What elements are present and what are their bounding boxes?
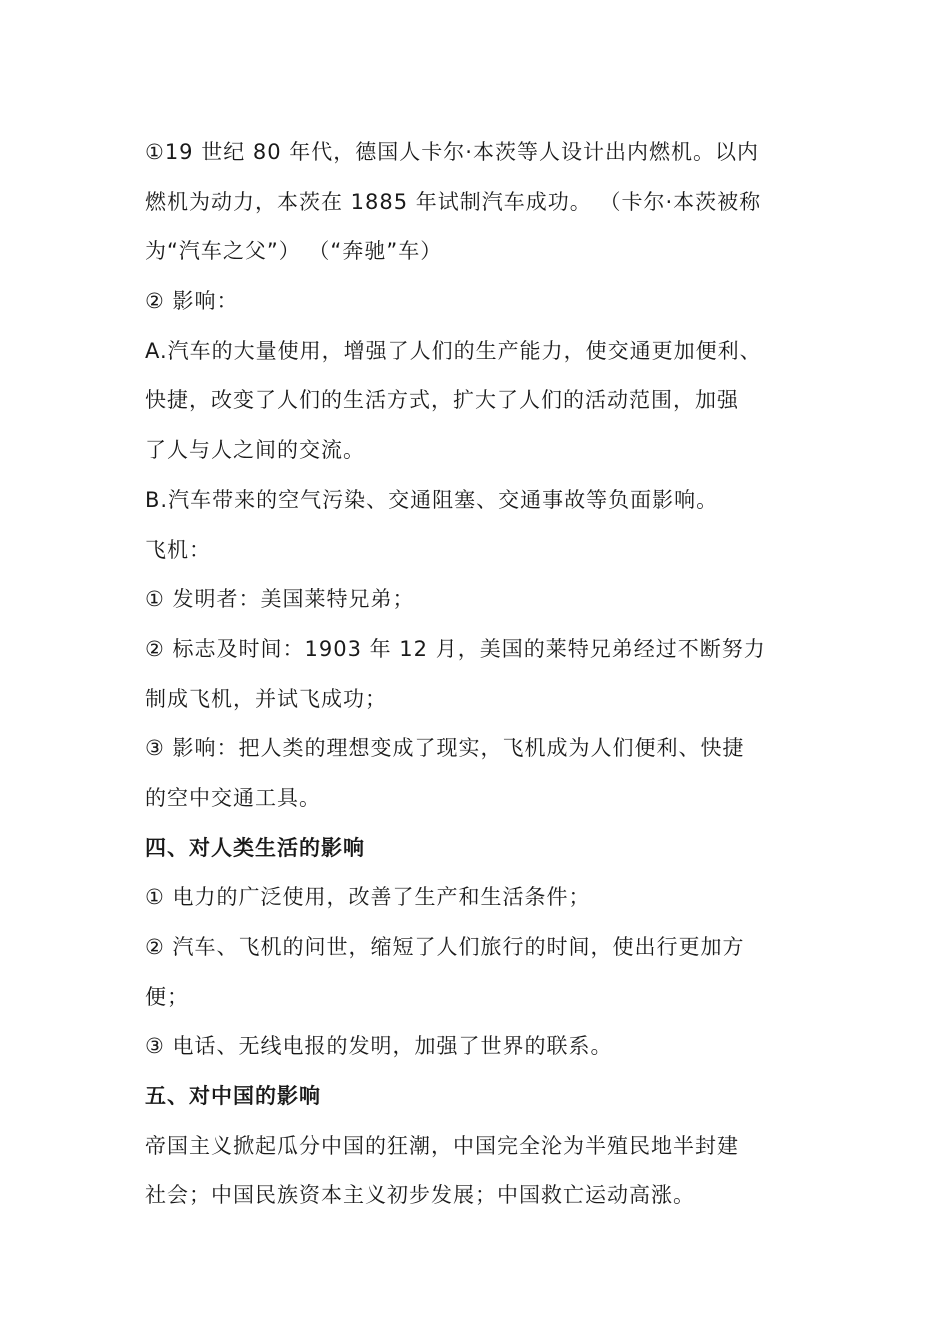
text-line: 社会；中国民族资本主义初步发展；中国救亡运动高涨。: [145, 1183, 695, 1208]
text-line: 制成飞机，并试飞成功；: [145, 686, 387, 711]
text-line: ① 发明者：美国莱特兄弟；: [145, 587, 415, 612]
text-line: 了人与人之间的交流。: [145, 438, 365, 463]
text-line: 燃机为动力，本茨在 1885 年试制汽车成功。 （卡尔·本茨被称: [145, 189, 762, 214]
text-line: ② 标志及时间：1903 年 12 月，美国的莱特兄弟经过不断努力: [145, 636, 766, 661]
text-line: 便；: [145, 984, 189, 1009]
text-line: 帝国主义掀起瓜分中国的狂潮，中国完全沦为半殖民地半封建: [145, 1133, 739, 1158]
text-line: B.汽车带来的空气污染、交通阻塞、交通事故等负面影响。: [145, 487, 719, 512]
section-heading: 五、对中国的影响: [145, 1084, 321, 1109]
document-body: [145, 128, 835, 1221]
text-line: ③ 电话、无线电报的发明，加强了世界的联系。: [145, 1034, 613, 1059]
text-line: ② 汽车、飞机的问世，缩短了人们旅行的时间，使出行更加方: [145, 935, 745, 959]
section-heading: 四、对人类生活的影响: [145, 835, 365, 860]
text-line: ③ 影响：把人类的理想变成了现实，飞机成为人们便利、快捷: [145, 736, 745, 761]
text-line: ① 电力的广泛使用，改善了生产和生活条件；: [145, 885, 591, 910]
text-line: ② 影响：: [145, 289, 239, 314]
text-line: 的空中交通工具。: [145, 785, 321, 810]
text-line: A.汽车的大量使用，增强了人们的生产能力，使交通更加便利、: [145, 338, 762, 363]
text-line: 飞机：: [145, 537, 211, 562]
text-line: ①19 世纪 80 年代，德国人卡尔·本茨等人设计出内燃机。以内: [145, 140, 759, 164]
text-line: 快捷，改变了人们的生活方式，扩大了人们的活动范围，加强: [145, 388, 739, 413]
text-line: 为“汽车之父”） （“奔驰”车）: [145, 239, 443, 264]
